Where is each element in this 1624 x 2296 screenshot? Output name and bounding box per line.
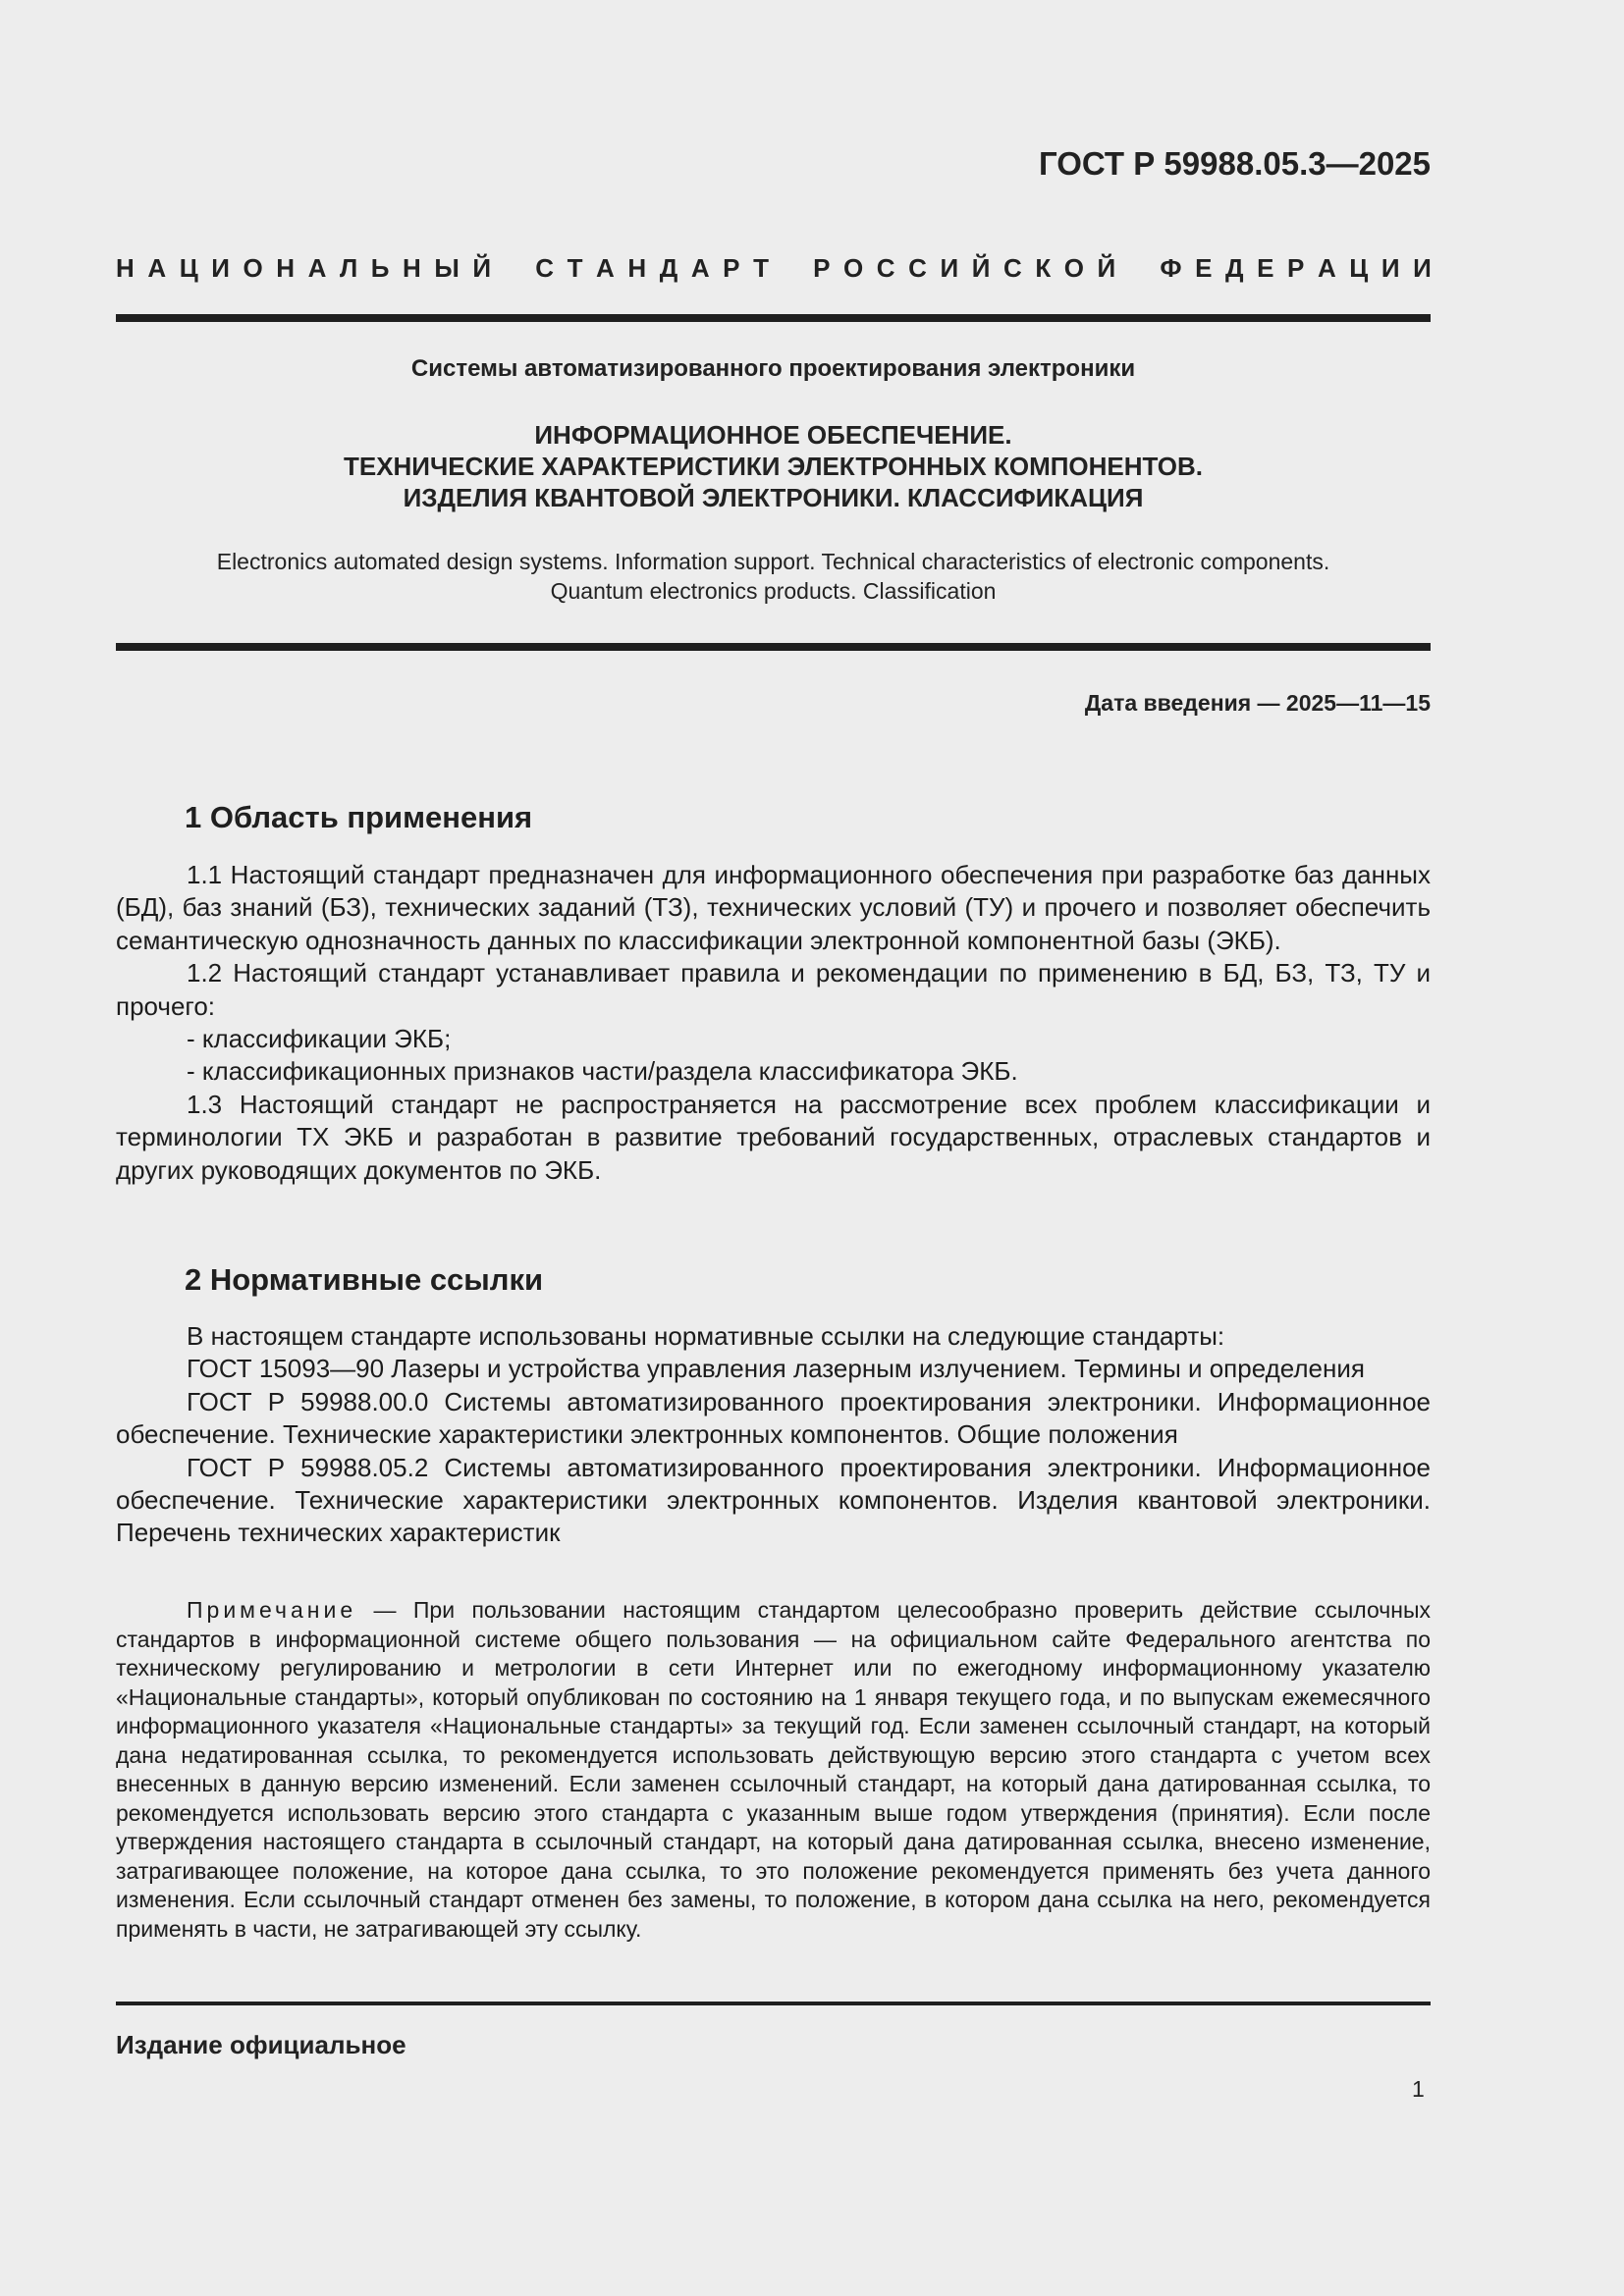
paragraph-1-3: 1.3 Настоящий стандарт не распространяется на рассмотрение всех проблем классификации и терминологии ТХ ЭКБ и разработан в развитие требований государственных, отраслевых стандартов и других руководящих документов по ЭКБ. [116, 1089, 1431, 1185]
banner-letter: Т [753, 253, 769, 283]
banner-letter: Й [971, 253, 991, 283]
banner-letter: А [1317, 253, 1336, 283]
title-en-line: Electronics automated design systems. Information support. Technical characteristics of electronic components. [216, 549, 1330, 574]
banner-letter: Н [627, 253, 647, 283]
banner-letter: А [147, 253, 167, 283]
banner-letter: Е [1195, 253, 1213, 283]
banner-letter: Й [1097, 253, 1116, 283]
banner-letter: Р [813, 253, 831, 283]
paragraph-1-2: 1.2 Настоящий стандарт устанавливает правила и рекомендации по применению в БД, БЗ, ТЗ, ТУ и прочего: [116, 958, 1431, 1021]
title-rule [116, 643, 1431, 651]
banner-letter: Ь [370, 253, 390, 283]
banner-letter: Д [659, 253, 678, 283]
banner-letter: Д [1225, 253, 1244, 283]
document-title-en [116, 547, 1431, 606]
banner-letter: Ы [434, 253, 460, 283]
note-label: Примечание [187, 1597, 357, 1623]
document-title-ru [116, 419, 1431, 513]
banner-letter: К [1035, 253, 1052, 283]
banner-letter: Н [276, 253, 296, 283]
list-item: - классификации ЭКБ; [187, 1024, 452, 1054]
banner-letter: А [307, 253, 327, 283]
introduction-date: Дата введения — 2025—11—15 [1084, 690, 1431, 716]
banner-letter: Ц [1349, 253, 1369, 283]
reference-item: ГОСТ Р 59988.00.0 Системы автоматизированного проектирования электроники. Информационное обеспечение. Технические характеристики электронных компонентов. Общие положения [116, 1386, 1431, 1450]
banner-space [783, 253, 800, 284]
section-1-body [116, 859, 1431, 1187]
banner-letter: А [690, 253, 710, 283]
banner-letter: И [1413, 253, 1432, 283]
title-ru-line: ТЕХНИЧЕСКИЕ ХАРАКТЕРИСТИКИ ЭЛЕКТРОННЫХ КОМПОНЕНТОВ. [343, 452, 1204, 481]
banner-letter: О [243, 253, 263, 283]
paragraph-1-1: 1.1 Настоящий стандарт предназначен для информационного обеспечения при разработке баз данных (БД), баз знаний (БЗ), технических заданий (ТЗ), технических условий (ТУ) и прочего и позволяет обеспечить семантическую однозначность данных по классификации электронной компонентной базы (ЭКБ). [116, 860, 1431, 955]
title-en-line: Quantum electronics products. Classification [550, 578, 997, 604]
banner-letter: О [842, 253, 864, 283]
banner-letter: С [908, 253, 927, 283]
page-number: 1 [1412, 2076, 1425, 2102]
banner-letter: Й [472, 253, 492, 283]
banner-letter: А [596, 253, 615, 283]
footer-rule [116, 2002, 1431, 2005]
banner-letter: С [876, 253, 895, 283]
section-1-heading: 1 Область применения [185, 800, 533, 834]
banner-letter: Р [1287, 253, 1305, 283]
top-rule [116, 314, 1431, 322]
banner-letter: О [1063, 253, 1084, 283]
reference-item: ГОСТ 15093—90 Лазеры и устройства управления лазерным излучением. Термины и определения [187, 1354, 1365, 1384]
official-edition-label: Издание официальное [116, 2030, 406, 2059]
note-block [116, 1596, 1431, 1944]
banner-letter: Ф [1160, 253, 1182, 283]
banner-space [505, 253, 522, 284]
banner-letter: Е [1257, 253, 1274, 283]
section-2-heading: 2 Нормативные ссылки [185, 1262, 544, 1297]
banner-letter: Р [723, 253, 740, 283]
banner-letter: И [211, 253, 230, 283]
references-intro: В настоящем стандарте использованы нормативные ссылки на следующие стандарты: [187, 1321, 1225, 1351]
standard-designation: ГОСТ Р 59988.05.3—2025 [1038, 145, 1431, 182]
banner-letter: Т [567, 253, 583, 283]
reference-item: ГОСТ Р 59988.05.2 Системы автоматизированного проектирования электроники. Информационное обеспечение. Технические характеристики электронных компонентов. Изделия квантовой электроники. Перечень технических характеристик [116, 1452, 1431, 1548]
title-ru-line: ИНФОРМАЦИОННОЕ ОБЕСПЕЧЕНИЕ. [534, 420, 1012, 450]
banner-letter: Л [339, 253, 358, 283]
banner-space [1129, 253, 1147, 284]
banner-letter: С [1002, 253, 1022, 283]
list-item: - классификационных признаков части/раздела классификатора ЭКБ. [187, 1056, 1018, 1087]
section-2-body [116, 1320, 1431, 1550]
banner-letter: И [940, 253, 959, 283]
banner-letter: Ц [179, 253, 198, 283]
note-text: — При пользовании настоящим стандартом целесообразно проверить действие ссылочных стандартов в информационной системе общего пользования — на официальном сайте Федерального агентства по техническому регулированию и метрологии в сети Интернет или по ежегодному информационному указателю «Национальные стандарты», который опубликован по состоянию на 1 января текущего года, и по выпускам ежемесячного информационного указателя «Национальные стандарты» за текущий год. Если заменен ссылочный стандарт, на который дана недатированная ссылка, то рекомендуется использовать действующую версию этого стандарта с учетом всех внесенных в данную версию изменений. Если заменен ссылочный стандарт, на который дана датированная ссылка, то рекомендуется использовать версию этого стандарта с указанным выше годом утверждения (принятия). Если после утверждения настоящего стандарта в ссылочный стандарт, на который дана датированная ссылка, внесено изменение, затрагивающее положение, на которое дана ссылка, то это положение рекомендуется применять без учета данного изменения. Если ссылочный стандарт отменен без замены, то положение, в котором дана ссылка на него, рекомендуется применять в части, не затрагивающей эту ссылку. [116, 1597, 1431, 1942]
document-subtitle: Системы автоматизированного проектирования электроники [410, 355, 1136, 382]
banner-letter: Н [403, 253, 421, 283]
banner-letter: И [1380, 253, 1400, 283]
title-ru-line: ИЗДЕЛИЯ КВАНТОВОЙ ЭЛЕКТРОНИКИ. КЛАССИФИКАЦИЯ [403, 483, 1144, 512]
banner-letter: Н [116, 253, 135, 283]
national-standard-banner [116, 253, 1432, 284]
banner-letter: С [535, 253, 555, 283]
